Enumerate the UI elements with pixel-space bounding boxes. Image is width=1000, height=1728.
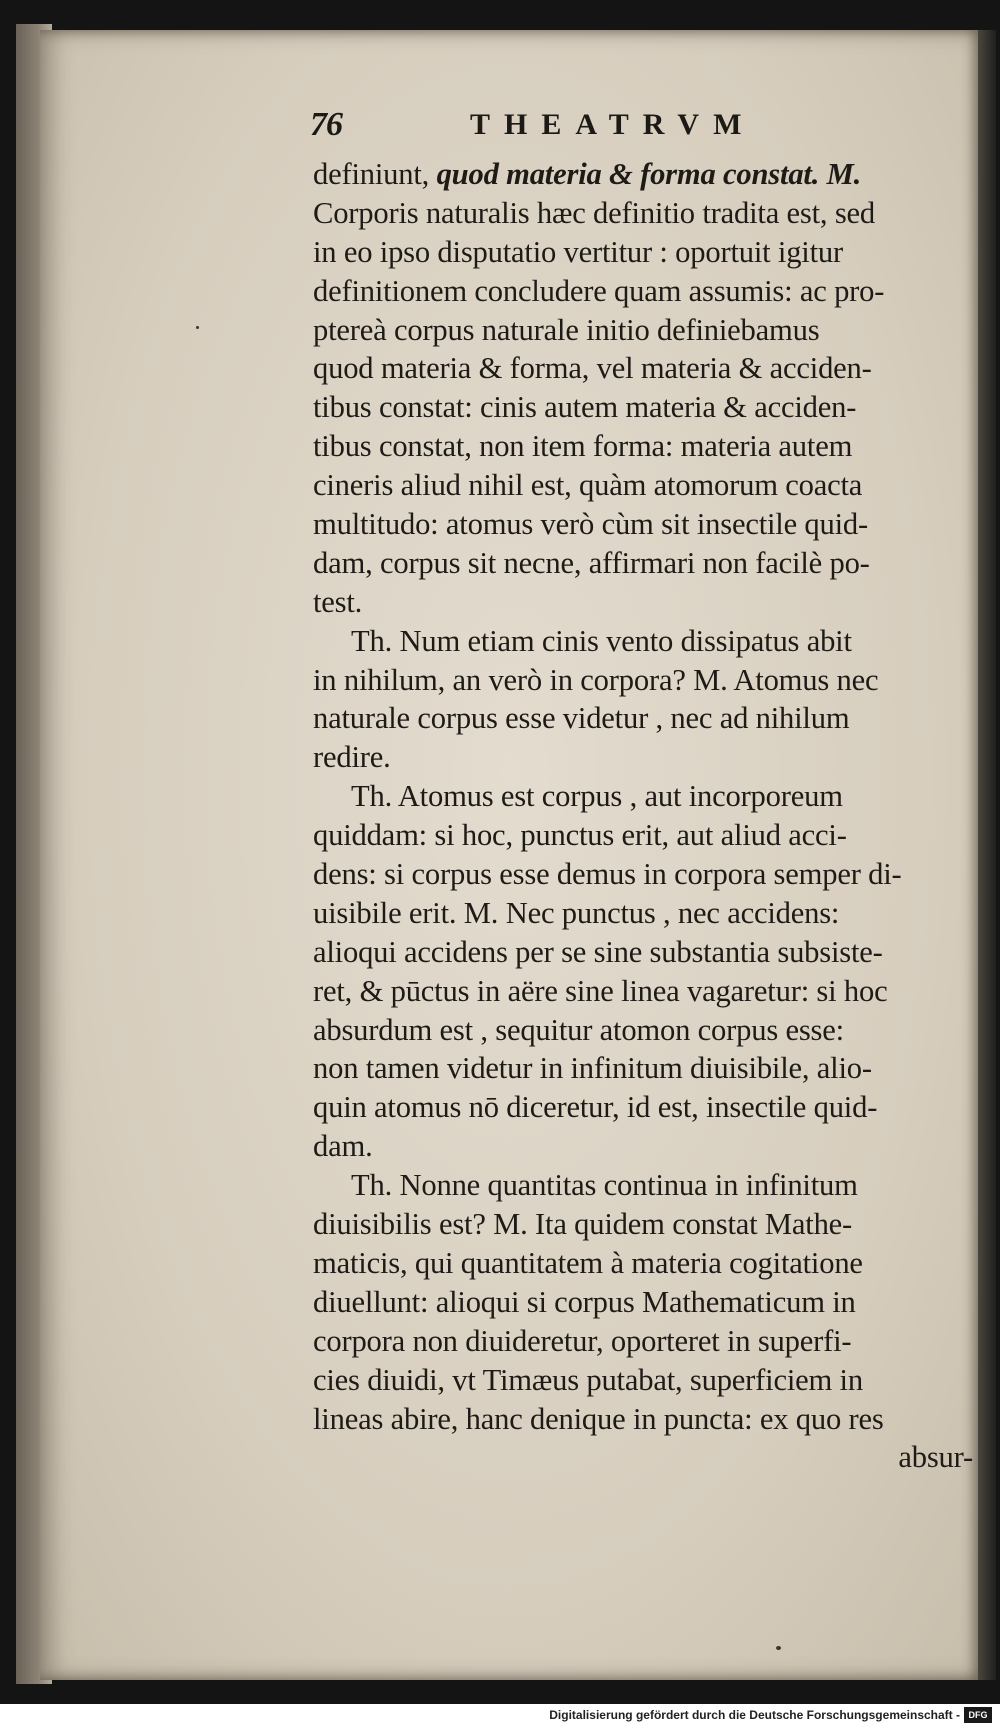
page-speck <box>196 326 199 329</box>
text-line <box>313 1088 981 1127</box>
text-line <box>313 1361 981 1400</box>
italic-phrase: quod materia & forma constat. M. <box>436 157 862 191</box>
text-line-content: in eo ipso disputatio vertitur : oportuit igitur <box>313 234 843 269</box>
text-line-content: tibus constat, non item forma: materia autem <box>313 429 853 464</box>
text-line <box>313 349 981 388</box>
text-line <box>313 388 981 427</box>
text-line-content: quiddam: si hoc, punctus erit, aut aliud acci- <box>313 818 847 853</box>
text-line-content: non tamen videtur in infinitum diuisibile, alio- <box>313 1051 872 1086</box>
text-line <box>313 1049 981 1088</box>
text-line-content: definiunt, <box>313 157 437 191</box>
text-line-content: dens: si corpus esse demus in corpora semper di- <box>313 857 902 892</box>
text-line-content: naturale corpus esse videtur , nec ad nihilum <box>313 701 850 736</box>
text-line-content: ptereà corpus naturale initio definiebamus <box>313 312 820 347</box>
text-line-content: in nihilum, an verò in corpora? M. Atomus nec <box>313 662 879 697</box>
text-line <box>313 194 981 233</box>
text-line <box>313 1400 981 1439</box>
text-line <box>313 1205 981 1244</box>
text-line-content: alioqui accidens per se sine substantia subsiste- <box>313 934 883 969</box>
text-line-content: quin atomus nō diceretur, id est, insectile quid- <box>313 1090 878 1125</box>
text-line <box>313 894 981 933</box>
text-line <box>313 1244 981 1283</box>
page-header <box>310 106 830 150</box>
text-line-content: lineas abire, hanc denique in puncta: ex quo res <box>313 1401 884 1436</box>
body-text <box>313 155 981 1477</box>
text-line <box>313 972 981 1011</box>
text-line-content: redire. <box>313 740 391 775</box>
text-line-content: Th. Num etiam cinis vento dissipatus abit <box>351 623 852 658</box>
text-line-content: absurdum est , sequitur atomon corpus esse: <box>313 1012 844 1047</box>
text-line-content: Th. Nonne quantitas continua in infinitum <box>351 1168 858 1203</box>
text-line-content: diuisibilis est? M. Ita quidem constat Mathe- <box>313 1207 853 1242</box>
text-line <box>313 738 981 777</box>
text-line <box>313 1166 981 1205</box>
text-line-content: quod materia & forma, vel materia & acciden- <box>313 351 872 386</box>
text-line-content: diuellunt: alioqui si corpus Mathematicum in <box>313 1284 856 1319</box>
text-line-content: ret, & pūctus in aëre sine linea vagaretur: si hoc <box>313 973 888 1008</box>
text-line <box>313 816 981 855</box>
text-line-content: Corporis naturalis hæc definitio tradita est, sed <box>313 195 876 230</box>
text-line-content: corpora non diuideretur, oporteret in superfi- <box>313 1323 852 1358</box>
text-line-content: multitudo: atomus verò cùm sit insectile quid- <box>313 507 869 542</box>
text-line <box>313 427 981 466</box>
page-number: 76 <box>310 106 342 143</box>
text-line <box>313 1127 981 1166</box>
funding-credit: Digitalisierung gefördert durch die Deutsche Forschungsgemeinschaft - <box>549 1708 960 1722</box>
text-line <box>313 1322 981 1361</box>
text-line <box>313 583 981 622</box>
text-line <box>313 272 981 311</box>
dfg-logo: DFG <box>964 1707 992 1723</box>
text-line <box>313 155 981 194</box>
text-line <box>313 855 981 894</box>
text-line-content: uisibile erit. M. Nec punctus , nec accidens: <box>313 895 840 930</box>
text-line-content: dam, corpus sit necne, affirmari non facilè po- <box>313 545 870 580</box>
text-line <box>313 311 981 350</box>
text-line <box>313 1283 981 1322</box>
text-line-content: tibus constat: cinis autem materia & acciden- <box>313 390 857 425</box>
text-line <box>313 505 981 544</box>
text-line-content: maticis, qui quantitatem à materia cogitatione <box>313 1245 863 1280</box>
text-line <box>313 544 981 583</box>
text-line <box>313 661 981 700</box>
text-line <box>313 699 981 738</box>
page-speck <box>776 1646 781 1650</box>
text-line-content: cineris aliud nihil est, quàm atomorum coacta <box>313 468 863 503</box>
catchword: absur- <box>898 1440 973 1475</box>
running-head: THEATRVM <box>470 108 756 141</box>
text-line-content: definitionem concludere quam assumis: ac pro- <box>313 273 885 308</box>
text-line <box>313 933 981 972</box>
text-line-content: dam. <box>313 1129 373 1164</box>
text-line-content: Th. Atomus est corpus , aut incorporeum <box>351 779 843 814</box>
text-line <box>313 777 981 816</box>
footer-bar <box>0 1704 1000 1728</box>
text-line <box>313 622 981 661</box>
text-line <box>313 466 981 505</box>
text-line <box>313 1011 981 1050</box>
text-line-content: cies diuidi, vt Timæus putabat, superficiem in <box>313 1362 863 1397</box>
text-line <box>313 233 981 272</box>
text-line-content: test. <box>313 584 363 619</box>
